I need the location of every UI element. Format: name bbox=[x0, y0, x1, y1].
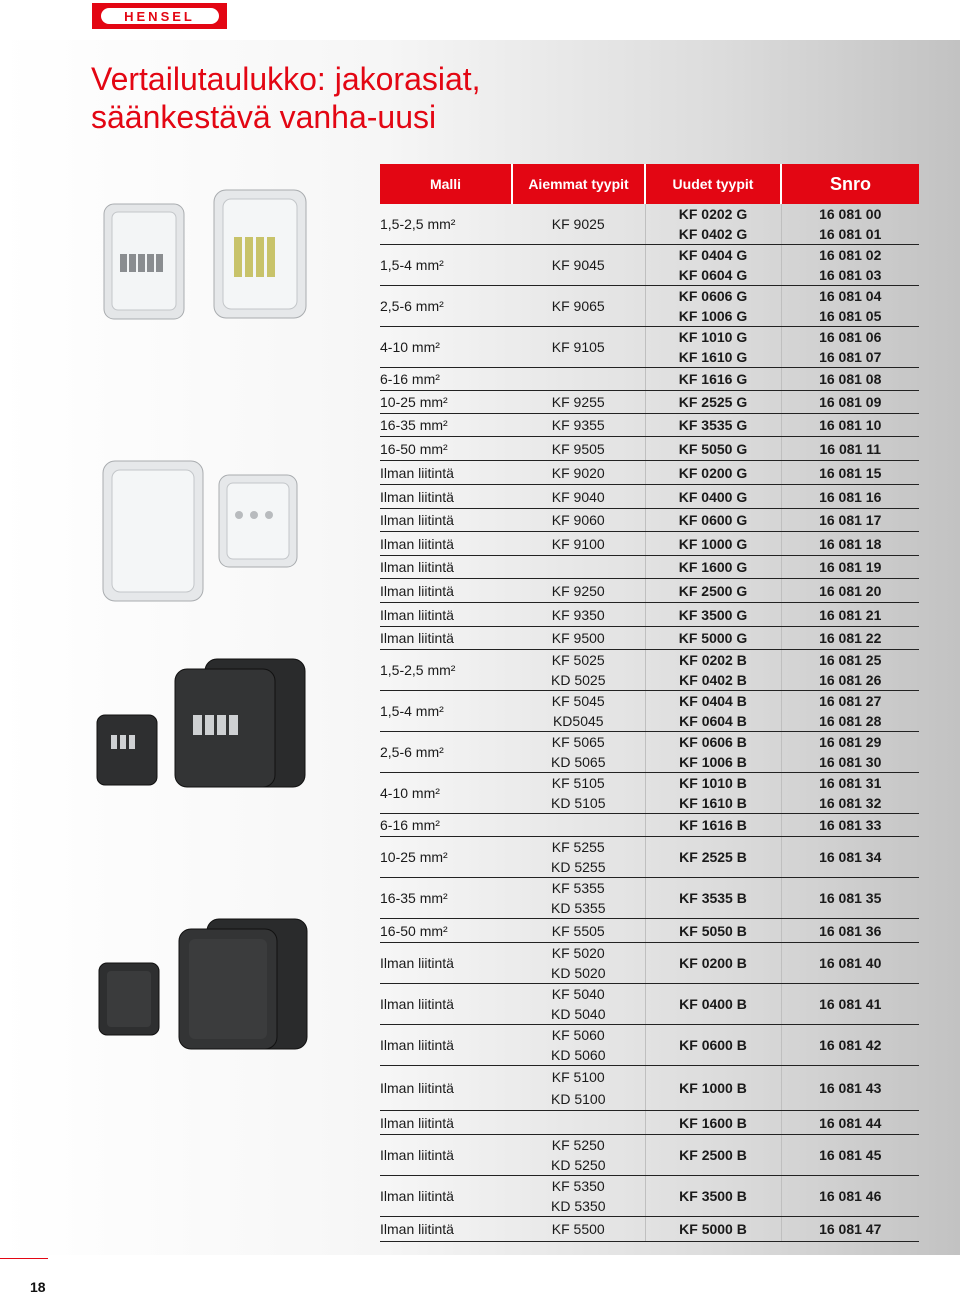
cell-uudet-tyypit bbox=[645, 1176, 781, 1217]
cell-uudet-tyypit bbox=[645, 461, 781, 485]
cell-uudet-tyypit-value: KF 5050 B bbox=[679, 922, 747, 939]
cell-malli: 4-10 mm² bbox=[380, 773, 512, 814]
cell-snro-value: 16 081 02 bbox=[819, 246, 882, 263]
cell-aiemmat-tyypit-value: KF 9040 bbox=[551, 488, 605, 505]
comparison-table bbox=[380, 164, 919, 1242]
cell-uudet-tyypit bbox=[645, 245, 781, 286]
cell-aiemmat-tyypit-value: KF 5020 bbox=[551, 944, 605, 961]
cell-aiemmat-tyypit bbox=[512, 1217, 645, 1242]
cell-uudet-tyypit bbox=[645, 1111, 781, 1135]
cell-snro bbox=[781, 732, 919, 773]
table-row bbox=[380, 509, 919, 532]
cell-uudet-tyypit bbox=[645, 579, 781, 603]
cell-aiemmat-tyypit bbox=[512, 691, 645, 732]
cell-aiemmat-tyypit bbox=[512, 603, 645, 627]
cell-uudet-tyypit-value: KF 3500 G bbox=[678, 606, 748, 623]
table-row bbox=[380, 603, 919, 627]
cell-snro-value: 16 081 43 bbox=[819, 1080, 882, 1096]
table-row bbox=[380, 368, 919, 391]
cell-aiemmat-tyypit bbox=[512, 204, 645, 245]
cell-malli: Ilman liitintä bbox=[380, 1025, 512, 1066]
cell-aiemmat-tyypit-value: KF 5500 bbox=[551, 1221, 605, 1237]
cell-snro bbox=[781, 919, 919, 943]
table-row bbox=[380, 627, 919, 650]
cell-snro bbox=[781, 837, 919, 878]
cell-uudet-tyypit-value: KF 1006 B bbox=[679, 753, 747, 770]
cell-uudet-tyypit-value: KF 0202 B bbox=[679, 651, 747, 668]
cell-snro bbox=[781, 532, 919, 556]
cell-malli: Ilman liitintä bbox=[380, 556, 512, 579]
cell-malli: Ilman liitintä bbox=[380, 532, 512, 556]
cell-aiemmat-tyypit bbox=[512, 245, 645, 286]
cell-uudet-tyypit bbox=[645, 391, 781, 414]
cell-uudet-tyypit bbox=[645, 414, 781, 437]
cell-aiemmat-tyypit bbox=[512, 732, 645, 773]
table-body bbox=[380, 204, 919, 1242]
cell-snro bbox=[781, 1025, 919, 1066]
cell-uudet-tyypit-value: KF 1000 G bbox=[678, 535, 748, 552]
cell-uudet-tyypit-value: KF 0604 B bbox=[679, 712, 747, 729]
table-row bbox=[380, 485, 919, 509]
cell-snro bbox=[781, 245, 919, 286]
table-row bbox=[380, 943, 919, 984]
cell-uudet-tyypit-value: KF 1006 G bbox=[678, 307, 748, 324]
cell-snro-value: 16 081 29 bbox=[819, 733, 882, 750]
cell-aiemmat-tyypit-value: KD 5060 bbox=[551, 1046, 606, 1063]
cell-uudet-tyypit-value: KF 2525 B bbox=[679, 849, 747, 865]
cell-aiemmat-tyypit-value: KF 9045 bbox=[551, 257, 605, 273]
cell-uudet-tyypit bbox=[645, 603, 781, 627]
cell-aiemmat-tyypit-value: KF 5100 bbox=[551, 1068, 605, 1085]
cell-uudet-tyypit-value: KF 0604 G bbox=[678, 266, 748, 283]
cell-aiemmat-tyypit-value: KD 5105 bbox=[551, 794, 606, 811]
cell-aiemmat-tyypit-value: KF 5060 bbox=[551, 1026, 605, 1043]
cell-uudet-tyypit bbox=[645, 691, 781, 732]
cell-aiemmat-tyypit-value: KF 9355 bbox=[551, 417, 605, 433]
cell-aiemmat-tyypit-value: KF 5105 bbox=[551, 774, 605, 791]
cell-snro-value: 16 081 07 bbox=[819, 348, 882, 365]
cell-uudet-tyypit-value: KF 0606 G bbox=[678, 287, 748, 304]
cell-aiemmat-tyypit-value: KD 5065 bbox=[551, 753, 606, 770]
cell-uudet-tyypit-value: KF 2525 G bbox=[678, 394, 748, 410]
cell-snro-value: 16 081 06 bbox=[819, 328, 882, 345]
cell-uudet-tyypit-value: KF 1600 G bbox=[678, 559, 748, 575]
table-row bbox=[380, 579, 919, 603]
cell-aiemmat-tyypit-value: KF 9350 bbox=[551, 606, 605, 623]
cell-aiemmat-tyypit-value: KF 5350 bbox=[551, 1177, 605, 1194]
cell-uudet-tyypit-value: KF 3535 B bbox=[679, 890, 747, 906]
cell-snro bbox=[781, 773, 919, 814]
cell-snro-value: 16 081 40 bbox=[819, 955, 882, 971]
cell-snro-value: 16 081 00 bbox=[819, 205, 882, 222]
cell-aiemmat-tyypit bbox=[512, 773, 645, 814]
cell-malli: Ilman liitintä bbox=[380, 984, 512, 1025]
table-row bbox=[380, 1025, 919, 1066]
cell-uudet-tyypit-value: KF 1000 B bbox=[679, 1080, 747, 1096]
cell-snro-value: 16 081 42 bbox=[819, 1037, 882, 1053]
cell-aiemmat-tyypit-value: KF 5065 bbox=[551, 733, 605, 750]
cell-uudet-tyypit-value: KF 0600 G bbox=[678, 512, 748, 528]
cell-snro bbox=[781, 286, 919, 327]
cell-uudet-tyypit bbox=[645, 437, 781, 461]
cell-uudet-tyypit-value: KF 0400 B bbox=[679, 996, 747, 1012]
hensel-logo bbox=[92, 3, 227, 29]
cell-uudet-tyypit-value: KF 1610 B bbox=[679, 794, 747, 811]
table-row bbox=[380, 391, 919, 414]
cell-malli: 16-50 mm² bbox=[380, 919, 512, 943]
cell-snro-value: 16 081 27 bbox=[819, 692, 882, 709]
cell-aiemmat-tyypit bbox=[512, 919, 645, 943]
cell-malli: Ilman liitintä bbox=[380, 1135, 512, 1176]
cell-aiemmat-tyypit-value: KF 9060 bbox=[551, 512, 605, 528]
cell-snro-value: 16 081 36 bbox=[819, 922, 882, 939]
cell-uudet-tyypit-value: KF 0200 B bbox=[679, 955, 747, 971]
cell-malli: 1,5-2,5 mm² bbox=[380, 650, 512, 691]
cell-aiemmat-tyypit-value: KD 5025 bbox=[551, 671, 606, 688]
cell-aiemmat-tyypit bbox=[512, 509, 645, 532]
black-junction-box-images-bottom bbox=[95, 915, 315, 1055]
brand-text: HENSEL bbox=[101, 8, 219, 24]
cell-snro-value: 16 081 16 bbox=[819, 488, 882, 505]
cell-malli: Ilman liitintä bbox=[380, 1066, 512, 1111]
cell-snro bbox=[781, 627, 919, 650]
table-row bbox=[380, 1217, 919, 1242]
cell-malli: 6-16 mm² bbox=[380, 368, 512, 391]
cell-aiemmat-tyypit bbox=[512, 1111, 645, 1135]
cell-uudet-tyypit bbox=[645, 204, 781, 245]
cell-aiemmat-tyypit bbox=[512, 814, 645, 837]
cell-aiemmat-tyypit bbox=[512, 1176, 645, 1217]
grey-junction-box-images-top bbox=[96, 182, 316, 327]
cell-snro-value: 16 081 30 bbox=[819, 753, 882, 770]
cell-snro-value: 16 081 08 bbox=[819, 371, 882, 387]
table-row bbox=[380, 461, 919, 485]
table-row bbox=[380, 286, 919, 327]
cell-uudet-tyypit bbox=[645, 556, 781, 579]
cell-malli: 1,5-4 mm² bbox=[380, 245, 512, 286]
cell-snro-value: 16 081 46 bbox=[819, 1188, 882, 1204]
cell-aiemmat-tyypit-value: KF 9105 bbox=[551, 339, 605, 355]
cell-malli: 16-35 mm² bbox=[380, 878, 512, 919]
table-row bbox=[380, 245, 919, 286]
cell-aiemmat-tyypit bbox=[512, 943, 645, 984]
header-malli: Malli bbox=[380, 164, 512, 204]
cell-malli: 10-25 mm² bbox=[380, 391, 512, 414]
cell-aiemmat-tyypit-value: KD 5350 bbox=[551, 1197, 606, 1214]
cell-snro bbox=[781, 485, 919, 509]
cell-snro-value: 16 081 32 bbox=[819, 794, 882, 811]
cell-uudet-tyypit bbox=[645, 1217, 781, 1242]
cell-uudet-tyypit bbox=[645, 650, 781, 691]
cell-snro bbox=[781, 414, 919, 437]
table-row bbox=[380, 837, 919, 878]
cell-uudet-tyypit bbox=[645, 286, 781, 327]
cell-malli: Ilman liitintä bbox=[380, 603, 512, 627]
cell-aiemmat-tyypit bbox=[512, 485, 645, 509]
cell-snro-value: 16 081 04 bbox=[819, 287, 882, 304]
cell-uudet-tyypit-value: KF 5000 B bbox=[679, 1221, 747, 1237]
cell-uudet-tyypit-value: KF 2500 B bbox=[679, 1147, 747, 1163]
cell-snro-value: 16 081 31 bbox=[819, 774, 882, 791]
cell-aiemmat-tyypit bbox=[512, 878, 645, 919]
cell-snro-value: 16 081 44 bbox=[819, 1114, 882, 1131]
cell-snro bbox=[781, 878, 919, 919]
cell-malli: Ilman liitintä bbox=[380, 943, 512, 984]
cell-malli: Ilman liitintä bbox=[380, 1176, 512, 1217]
cell-aiemmat-tyypit-value: KF 9100 bbox=[551, 535, 605, 552]
cell-snro-value: 16 081 01 bbox=[819, 225, 882, 242]
cell-malli: Ilman liitintä bbox=[380, 579, 512, 603]
cell-snro bbox=[781, 556, 919, 579]
cell-uudet-tyypit bbox=[645, 1025, 781, 1066]
cell-snro bbox=[781, 1111, 919, 1135]
cell-snro-value: 16 081 45 bbox=[819, 1147, 882, 1163]
page-number-rule bbox=[0, 1258, 48, 1259]
cell-snro-value: 16 081 35 bbox=[819, 890, 882, 906]
table-row bbox=[380, 1135, 919, 1176]
cell-aiemmat-tyypit bbox=[512, 1066, 645, 1111]
cell-uudet-tyypit bbox=[645, 878, 781, 919]
cell-snro bbox=[781, 204, 919, 245]
cell-snro bbox=[781, 509, 919, 532]
cell-aiemmat-tyypit-value: KF 5025 bbox=[551, 651, 605, 668]
cell-aiemmat-tyypit bbox=[512, 556, 645, 579]
page-number: 18 bbox=[30, 1279, 46, 1295]
cell-aiemmat-tyypit-value: KD 5100 bbox=[551, 1090, 606, 1107]
cell-snro bbox=[781, 691, 919, 732]
cell-uudet-tyypit-value: KF 5050 G bbox=[678, 440, 748, 457]
cell-uudet-tyypit bbox=[645, 773, 781, 814]
cell-snro-value: 16 081 33 bbox=[819, 817, 882, 833]
cell-uudet-tyypit-value: KF 5000 G bbox=[678, 630, 748, 646]
cell-snro-value: 16 081 17 bbox=[819, 512, 882, 528]
cell-aiemmat-tyypit-value: KF 9500 bbox=[551, 630, 605, 646]
cell-uudet-tyypit-value: KF 0402 B bbox=[679, 671, 747, 688]
cell-aiemmat-tyypit bbox=[512, 532, 645, 556]
cell-aiemmat-tyypit-value: KF 9020 bbox=[551, 464, 605, 481]
cell-snro bbox=[781, 437, 919, 461]
cell-aiemmat-tyypit-value: KF 9255 bbox=[551, 394, 605, 410]
title-line-2: säänkestävä vanha-uusi bbox=[91, 99, 437, 135]
title-line-1: Vertailutaulukko: jakorasiat, bbox=[91, 61, 481, 97]
cell-uudet-tyypit-value: KF 0200 G bbox=[678, 464, 748, 481]
cell-snro bbox=[781, 1066, 919, 1111]
cell-malli: Ilman liitintä bbox=[380, 1111, 512, 1135]
cell-uudet-tyypit bbox=[645, 984, 781, 1025]
cell-snro-value: 16 081 15 bbox=[819, 464, 882, 481]
page-title bbox=[91, 60, 481, 136]
cell-aiemmat-tyypit-value: KF 5250 bbox=[551, 1136, 605, 1153]
cell-snro bbox=[781, 579, 919, 603]
cell-snro-value: 16 081 25 bbox=[819, 651, 882, 668]
cell-snro bbox=[781, 368, 919, 391]
cell-aiemmat-tyypit bbox=[512, 579, 645, 603]
cell-snro-value: 16 081 22 bbox=[819, 630, 882, 646]
cell-uudet-tyypit bbox=[645, 919, 781, 943]
cell-snro-value: 16 081 20 bbox=[819, 582, 882, 599]
cell-snro-value: 16 081 41 bbox=[819, 996, 882, 1012]
cell-aiemmat-tyypit-value: KF 9065 bbox=[551, 298, 605, 314]
cell-uudet-tyypit bbox=[645, 814, 781, 837]
cell-uudet-tyypit bbox=[645, 368, 781, 391]
cell-snro-value: 16 081 28 bbox=[819, 712, 882, 729]
cell-snro-value: 16 081 11 bbox=[819, 440, 881, 457]
cell-snro-value: 16 081 09 bbox=[819, 394, 882, 410]
cell-uudet-tyypit bbox=[645, 1135, 781, 1176]
table-row bbox=[380, 773, 919, 814]
cell-uudet-tyypit-value: KF 1010 B bbox=[679, 774, 747, 791]
cell-aiemmat-tyypit bbox=[512, 437, 645, 461]
cell-aiemmat-tyypit-value: KF 5505 bbox=[551, 922, 605, 939]
cell-snro bbox=[781, 391, 919, 414]
cell-aiemmat-tyypit bbox=[512, 650, 645, 691]
cell-uudet-tyypit bbox=[645, 943, 781, 984]
cell-aiemmat-tyypit bbox=[512, 1025, 645, 1066]
cell-aiemmat-tyypit-value: KD5045 bbox=[552, 712, 604, 729]
cell-uudet-tyypit bbox=[645, 327, 781, 368]
cell-aiemmat-tyypit bbox=[512, 368, 645, 391]
cell-aiemmat-tyypit bbox=[512, 837, 645, 878]
table-row bbox=[380, 919, 919, 943]
cell-aiemmat-tyypit bbox=[512, 1135, 645, 1176]
black-junction-box-images-top bbox=[93, 655, 313, 790]
table-row bbox=[380, 327, 919, 368]
cell-aiemmat-tyypit bbox=[512, 627, 645, 650]
cell-aiemmat-tyypit-value: KF 9505 bbox=[551, 440, 605, 457]
table-row bbox=[380, 204, 919, 245]
cell-malli: 1,5-2,5 mm² bbox=[380, 204, 512, 245]
cell-malli: 10-25 mm² bbox=[380, 837, 512, 878]
cell-aiemmat-tyypit-value: KF 5255 bbox=[551, 838, 605, 855]
table-row bbox=[380, 1066, 919, 1111]
table-row bbox=[380, 984, 919, 1025]
cell-aiemmat-tyypit-value: KD 5040 bbox=[551, 1005, 606, 1022]
cell-snro-value: 16 081 34 bbox=[819, 849, 882, 865]
cell-aiemmat-tyypit bbox=[512, 984, 645, 1025]
cell-malli: Ilman liitintä bbox=[380, 627, 512, 650]
cell-uudet-tyypit-value: KF 1616 G bbox=[678, 371, 748, 387]
cell-uudet-tyypit bbox=[645, 1066, 781, 1111]
cell-malli: 2,5-6 mm² bbox=[380, 732, 512, 773]
cell-snro bbox=[781, 1135, 919, 1176]
cell-malli: Ilman liitintä bbox=[380, 485, 512, 509]
cell-uudet-tyypit bbox=[645, 509, 781, 532]
cell-aiemmat-tyypit bbox=[512, 327, 645, 368]
cell-malli: Ilman liitintä bbox=[380, 461, 512, 485]
cell-malli: 2,5-6 mm² bbox=[380, 286, 512, 327]
cell-snro-value: 16 081 26 bbox=[819, 671, 882, 688]
cell-aiemmat-tyypit-value: KF 9025 bbox=[551, 216, 605, 232]
cell-aiemmat-tyypit-value: KD 5355 bbox=[551, 899, 606, 916]
cell-malli: Ilman liitintä bbox=[380, 1217, 512, 1242]
cell-uudet-tyypit-value: KF 1610 G bbox=[678, 348, 748, 365]
cell-uudet-tyypit-value: KF 1600 B bbox=[679, 1114, 747, 1131]
table-row bbox=[380, 532, 919, 556]
table-row bbox=[380, 650, 919, 691]
cell-aiemmat-tyypit bbox=[512, 286, 645, 327]
cell-uudet-tyypit bbox=[645, 532, 781, 556]
cell-snro-value: 16 081 47 bbox=[819, 1221, 882, 1237]
cell-aiemmat-tyypit-value: KF 9250 bbox=[551, 582, 605, 599]
cell-snro bbox=[781, 943, 919, 984]
header-aiemmat-tyypit: Aiemmat tyypit bbox=[512, 164, 645, 204]
cell-uudet-tyypit-value: KF 1010 G bbox=[678, 328, 748, 345]
cell-aiemmat-tyypit-value: KD 5250 bbox=[551, 1156, 606, 1173]
table-row bbox=[380, 414, 919, 437]
cell-uudet-tyypit-value: KF 0404 B bbox=[679, 692, 747, 709]
cell-aiemmat-tyypit-value: KF 5355 bbox=[551, 879, 605, 896]
grey-junction-box-images-middle bbox=[99, 455, 304, 605]
table-row bbox=[380, 1176, 919, 1217]
cell-snro bbox=[781, 603, 919, 627]
cell-aiemmat-tyypit-value: KD 5020 bbox=[551, 964, 606, 981]
header-snro: Snro bbox=[781, 164, 919, 204]
table-row bbox=[380, 814, 919, 837]
cell-uudet-tyypit-value: KF 0400 G bbox=[678, 488, 748, 505]
cell-uudet-tyypit-value: KF 0606 B bbox=[679, 733, 747, 750]
cell-snro bbox=[781, 984, 919, 1025]
cell-uudet-tyypit-value: KF 0404 G bbox=[678, 246, 748, 263]
cell-uudet-tyypit bbox=[645, 627, 781, 650]
table-row bbox=[380, 878, 919, 919]
cell-uudet-tyypit-value: KF 0202 G bbox=[678, 205, 748, 222]
cell-snro bbox=[781, 1176, 919, 1217]
table-row bbox=[380, 437, 919, 461]
cell-snro bbox=[781, 1217, 919, 1242]
cell-uudet-tyypit-value: KF 3500 B bbox=[679, 1188, 747, 1204]
cell-aiemmat-tyypit bbox=[512, 391, 645, 414]
cell-malli: 1,5-4 mm² bbox=[380, 691, 512, 732]
cell-malli: 4-10 mm² bbox=[380, 327, 512, 368]
table-row bbox=[380, 556, 919, 579]
header-uudet-tyypit: Uudet tyypit bbox=[645, 164, 781, 204]
cell-snro bbox=[781, 814, 919, 837]
cell-uudet-tyypit bbox=[645, 485, 781, 509]
table-row bbox=[380, 691, 919, 732]
cell-snro bbox=[781, 461, 919, 485]
cell-aiemmat-tyypit bbox=[512, 461, 645, 485]
cell-aiemmat-tyypit-value: KD 5255 bbox=[551, 858, 606, 875]
table-header-row bbox=[380, 164, 919, 204]
cell-snro bbox=[781, 327, 919, 368]
cell-malli: 16-50 mm² bbox=[380, 437, 512, 461]
cell-aiemmat-tyypit-value: KF 5040 bbox=[551, 985, 605, 1002]
cell-uudet-tyypit bbox=[645, 837, 781, 878]
cell-uudet-tyypit-value: KF 3535 G bbox=[678, 417, 748, 433]
table-row bbox=[380, 1111, 919, 1135]
cell-malli: Ilman liitintä bbox=[380, 509, 512, 532]
cell-snro-value: 16 081 03 bbox=[819, 266, 882, 283]
cell-uudet-tyypit bbox=[645, 732, 781, 773]
cell-uudet-tyypit-value: KF 0402 G bbox=[678, 225, 748, 242]
cell-uudet-tyypit-value: KF 2500 G bbox=[678, 582, 748, 599]
cell-snro-value: 16 081 19 bbox=[819, 559, 882, 575]
cell-snro-value: 16 081 10 bbox=[819, 417, 882, 433]
cell-snro-value: 16 081 21 bbox=[819, 606, 882, 623]
cell-uudet-tyypit-value: KF 1616 B bbox=[679, 817, 747, 833]
cell-uudet-tyypit-value: KF 0600 B bbox=[679, 1037, 747, 1053]
cell-aiemmat-tyypit-value: KF 5045 bbox=[551, 692, 605, 709]
cell-malli: 6-16 mm² bbox=[380, 814, 512, 837]
table-row bbox=[380, 732, 919, 773]
cell-snro-value: 16 081 05 bbox=[819, 307, 882, 324]
cell-malli: 16-35 mm² bbox=[380, 414, 512, 437]
cell-snro-value: 16 081 18 bbox=[819, 535, 882, 552]
cell-aiemmat-tyypit bbox=[512, 414, 645, 437]
cell-snro bbox=[781, 650, 919, 691]
